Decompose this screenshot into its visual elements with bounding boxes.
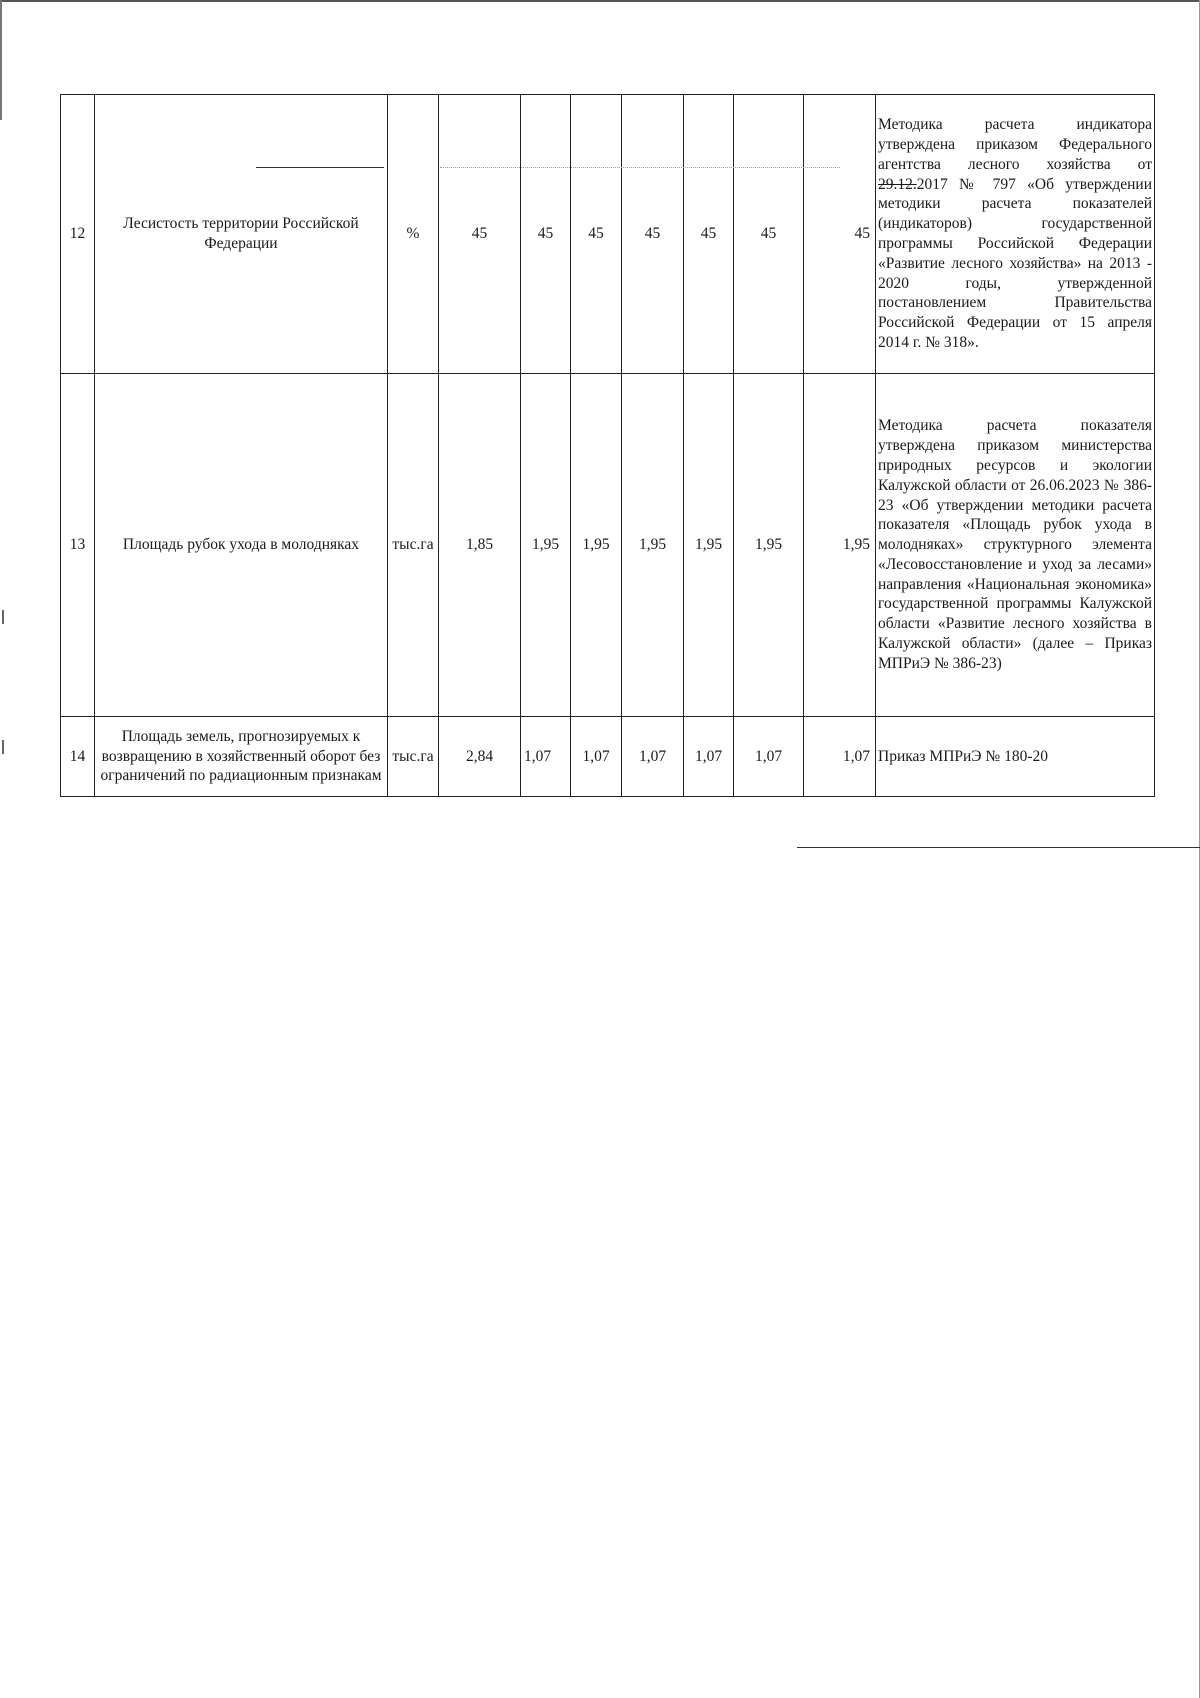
methodology-note (876, 95, 1155, 374)
value-cell: 1,95 (734, 374, 804, 717)
unit: тыс.га (388, 374, 439, 717)
table-row (61, 717, 1155, 797)
note-text: Методика расчета индикатора утверждена приказом Федерального агентства лесного хозяйства от (878, 116, 1152, 173)
value-cell: 45 (439, 95, 521, 374)
value-cell: 1,95 (571, 374, 622, 717)
methodology-note: Приказ МПРиЭ № 180-20 (876, 717, 1155, 797)
note-text: 2017 № 797 «Об утверждении методики расчета показателей (индикаторов) государственной программы Российской Федерации «Развитие лесного хозяйства» на 2013 - 2020 годы, утвержденной постановлением Правительства Российской Федерации от 15 апреля 2014 г. № 318». (878, 175, 1152, 351)
value-cell: 1,95 (521, 374, 571, 717)
methodology-note: Методика расчета показателя утверждена приказом министерства природных ресурсов и экологии Калужской области от 26.06.2023 № 386-23 «Об утверждении методики расчета показателя «Площадь рубок ухода в молодняках» структурного элемента «Лесовосстановление и уход за лесами» направления «Национальная экономика» государственной программы Калужской области «Развитие лесного хозяйства в Калужской области» (далее – Приказ МПРиЭ № 386-23) (876, 374, 1155, 717)
indicator-table (60, 94, 1155, 797)
row-number: 13 (61, 374, 95, 717)
value-cell: 1,95 (804, 374, 876, 717)
scan-left-edge (0, 0, 2, 120)
value-cell: 1,07 (734, 717, 804, 797)
value-cell: 1,07 (684, 717, 734, 797)
note-strikethrough: 29.12. (878, 175, 917, 193)
dotted-line (440, 167, 840, 168)
value-cell: 45 (622, 95, 684, 374)
value-cell: 45 (684, 95, 734, 374)
indicator-name: Площадь рубок ухода в молодняках (95, 374, 388, 717)
value-cell: 1,95 (622, 374, 684, 717)
unit: % (388, 95, 439, 374)
value-cell: 2,84 (439, 717, 521, 797)
table-row (61, 95, 1155, 374)
indicator-name: Площадь земель, прогнозируемых к возвращению в хозяйственный оборот без ограничений по радиационным признакам (95, 717, 388, 797)
value-cell: 45 (804, 95, 876, 374)
value-cell: 45 (734, 95, 804, 374)
value-cell: 1,07 (622, 717, 684, 797)
indicator-name: Лесистость территории Российской Федерации (95, 95, 388, 374)
scan-mark (2, 740, 4, 754)
table-row (61, 374, 1155, 717)
strikeout-line (256, 167, 384, 168)
value-cell: 1,07 (521, 717, 571, 797)
row-number: 14 (61, 717, 95, 797)
value-cell: 1,07 (571, 717, 622, 797)
value-cell: 45 (521, 95, 571, 374)
scan-mark (2, 610, 4, 624)
unit: тыс.га (388, 717, 439, 797)
scan-top-edge (0, 0, 1200, 2)
value-cell: 1,95 (684, 374, 734, 717)
value-cell: 1,07 (804, 717, 876, 797)
value-cell: 45 (571, 95, 622, 374)
value-cell: 1,85 (439, 374, 521, 717)
row-number: 12 (61, 95, 95, 374)
horizontal-rule (797, 847, 1200, 848)
